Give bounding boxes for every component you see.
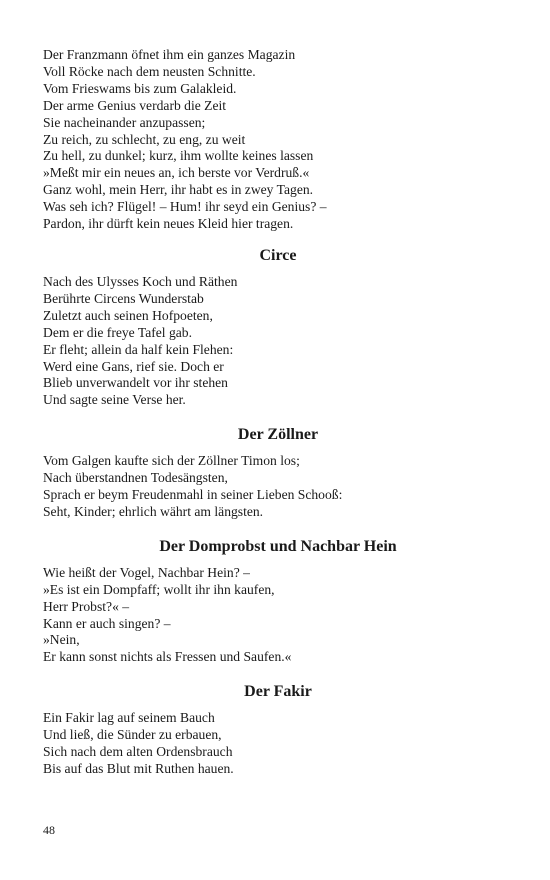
poem-line: Voll Röcke nach dem neusten Schnitte. <box>43 63 256 79</box>
poem-title-zoellner: Der Zöllner <box>237 426 319 444</box>
poem-line: Sich nach dem alten Ordensbrauch <box>43 744 233 760</box>
poem-line: Vom Galgen kaufte sich der Zöllner Timon los; <box>43 453 300 469</box>
poem-line: Ein Fakir lag auf seinem Bauch <box>43 710 215 726</box>
poem-line: Werd eine Gans, rief sie. Doch er <box>43 358 224 374</box>
poem-line: Ganz wohl, mein Herr, ihr habt es in zwey Tagen. <box>43 182 314 198</box>
poem-line: Zuletzt auch seinen Hofpoeten, <box>43 307 213 323</box>
poem-line: »Es ist ein Dompfaff; wollt ihr ihn kaufen, <box>43 581 275 597</box>
poem-title-fakir: Der Fakir <box>244 683 312 701</box>
page-body <box>43 47 513 778</box>
poem-line: Sprach er beym Freudenmahl in seiner Lieben Schooß: <box>43 487 343 503</box>
poem-line: Pardon, ihr dürft kein neues Kleid hier tragen. <box>43 216 294 232</box>
poem-line: Vom Frieswams bis zum Galakleid. <box>43 80 237 96</box>
poem-line: Der arme Genius verdarb die Zeit <box>43 97 227 113</box>
page-number: 48 <box>43 823 55 837</box>
poem-line: Herr Probst?« – <box>43 598 130 614</box>
poem-title-domprobst: Der Domprobst und Nachbar Hein <box>159 537 397 555</box>
poem-line: Berührte Circens Wunderstab <box>43 290 204 306</box>
poem-domprobst <box>43 565 513 666</box>
poem-line: Der Franzmann öfnet ihm ein ganzes Magazin <box>43 47 296 62</box>
poem-line: Wie heißt der Vogel, Nachbar Hein? – <box>43 564 250 580</box>
poem-line: Und ließ, die Sünder zu erbauen, <box>43 727 222 743</box>
poem-circe <box>43 274 513 409</box>
poem-line: Dem er die freye Tafel gab. <box>43 324 193 340</box>
poem-line: »Meßt mir ein neues an, ich berste vor Verdruß.« <box>43 165 310 181</box>
poem-line: Blieb unverwandelt vor ihr stehen <box>43 375 228 391</box>
poem-line: Er fleht; allein da half kein Flehen: <box>43 341 234 357</box>
poem-stanza <box>43 47 513 233</box>
poem-line: Nach des Ulysses Koch und Räthen <box>43 273 238 289</box>
poem-line: Was seh ich? Flügel! – Hum! ihr seyd ein Genius? – <box>43 199 327 215</box>
poem-line: »Nein, <box>43 632 80 648</box>
poem-line: Kann er auch singen? – <box>43 615 171 631</box>
poem-zoellner <box>43 453 513 521</box>
poem-line: Zu hell, zu dunkel; kurz, ihm wollte keines lassen <box>43 148 314 164</box>
poem-title-circe: Circe <box>259 246 297 264</box>
poem-line: Er kann sonst nichts als Fressen und Saufen.« <box>43 649 292 665</box>
poem-line: Zu reich, zu schlecht, zu eng, zu weit <box>43 131 246 147</box>
poem-line: Und sagte seine Verse her. <box>43 392 186 408</box>
poem-line: Nach überstandnen Todesängsten, <box>43 470 228 486</box>
poem-line: Seht, Kinder; ehrlich währt am längsten. <box>43 503 264 519</box>
poem-line: Bis auf das Blut mit Ruthen hauen. <box>43 761 234 776</box>
poem-fakir <box>43 710 513 778</box>
poem-line: Sie nacheinander anzupassen; <box>43 114 206 130</box>
